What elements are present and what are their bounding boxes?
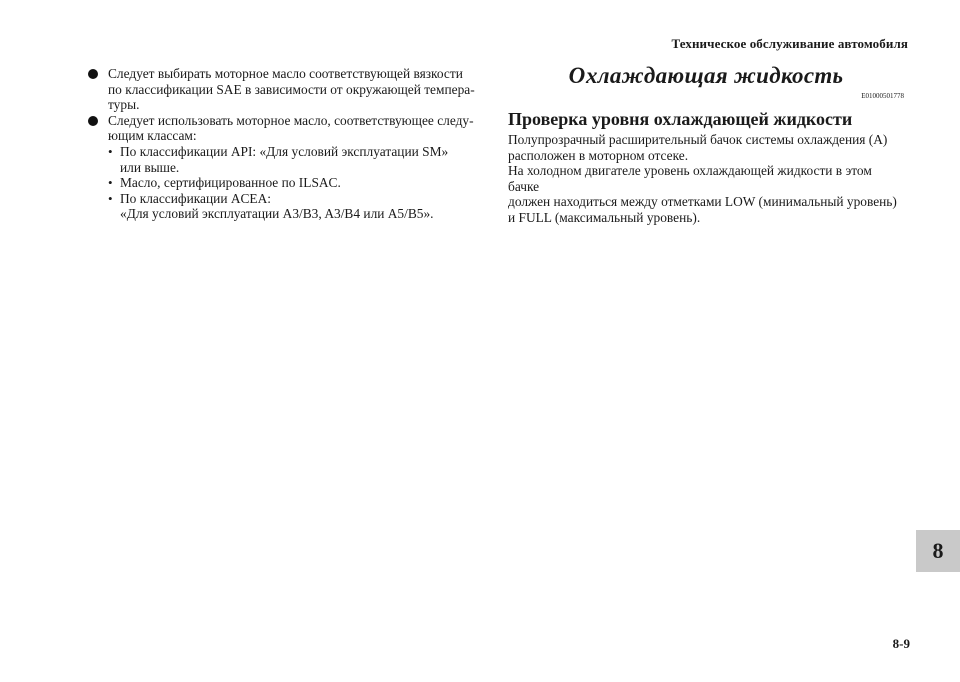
- sub-item-acea: [80, 191, 480, 222]
- page-number: 8-9: [892, 636, 910, 651]
- sub-item-api: [80, 144, 480, 175]
- text-line: или выше.: [120, 159, 180, 175]
- sub-bullet-marker: •: [108, 175, 113, 191]
- text-line: По классификации API: «Для условий эксплуатации SM»: [120, 143, 449, 159]
- bullet-item-viscosity: [80, 66, 480, 113]
- text-line: расположен в моторном отсеке.: [508, 147, 689, 163]
- text-line: По классификации ACEA:: [120, 190, 272, 206]
- text-line: На холодном двигателе уровень охлаждающей жидкости в этом бачке: [508, 163, 872, 194]
- text-line: Следует выбирать моторное масло соответствующей вязкости: [108, 66, 463, 81]
- sub-item-ilsac: [80, 175, 480, 191]
- right-column: [508, 62, 904, 226]
- section-title: Охлаждающая жидкость: [568, 63, 844, 88]
- paragraph-level-check: [508, 163, 904, 225]
- paragraph-reservoir-location: [508, 132, 904, 163]
- document-code: E01000501778: [861, 92, 904, 100]
- text-line: «Для условий эксплуатации A3/B3, A3/B4 или A5/B5».: [120, 206, 434, 222]
- text-line: и FULL (максимальный уровень).: [508, 209, 701, 225]
- subsection-title: Проверка уровня охлаждающей жидкости: [508, 109, 853, 129]
- page-header: Техническое обслуживание автомобиля: [671, 36, 908, 51]
- text-line: ющим классам:: [108, 128, 197, 144]
- sub-bullet-marker: •: [108, 190, 113, 206]
- text-line: туры.: [108, 97, 140, 113]
- bullet-item-oil-class: [80, 113, 480, 144]
- bullet-dot-icon: [88, 69, 98, 79]
- left-column: [80, 66, 480, 222]
- sub-bullet-marker: •: [108, 143, 113, 159]
- text-line: Следует использовать моторное масло, соответствующее следу-: [108, 112, 474, 128]
- text-line: по классификации SAE в зависимости от окружающей темпера-: [108, 81, 475, 97]
- bullet-dot-icon: [88, 116, 98, 126]
- text-line: Полупрозрачный расширительный бачок системы охлаждения (A): [508, 132, 888, 147]
- chapter-tab: 8: [916, 530, 960, 572]
- text-line: Масло, сертифицированное по ILSAC.: [120, 175, 341, 191]
- text-line: должен находиться между отметками LOW (минимальный уровень): [508, 194, 897, 210]
